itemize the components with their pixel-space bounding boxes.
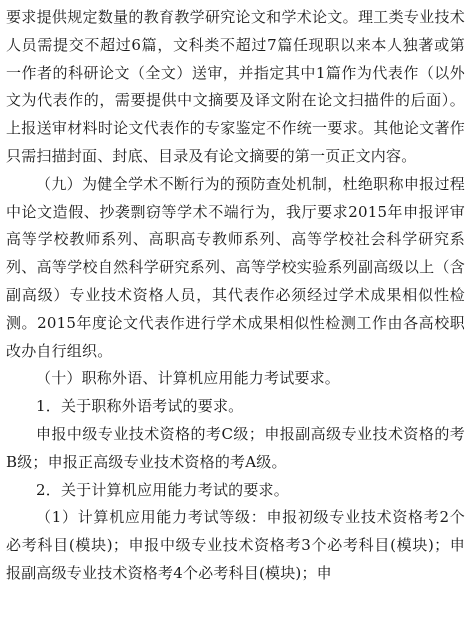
paragraph-item-10-heading: （十）职称外语、计算机应用能力考试要求。 <box>36 369 341 388</box>
paragraph-computer-skills-heading: 2．关于计算机应用能力考试的要求。 <box>36 480 289 499</box>
paragraph-computer-skills-levels: （1）计算机应用能力考试等级：申报初级专业技术资格考2个必考科目(模块)；申报中级专业技术资格考3个必考科目(模块)；申报副高级专业技术资格考4个必考科目(模块)；申 <box>6 508 465 582</box>
paragraph-foreign-language-heading: 1．关于职称外语考试的要求。 <box>36 397 244 416</box>
paragraph-paper-requirements: 要求提供规定数量的教育教学研究论文和学术论文。理工类专业技术人员需提交不超过6篇，文科类不超过7篇任现职以来本人独著或第一作者的科研论文（全文）送审，并指定其中1篇作为代表作（以外文为代表作的，需要提供中文摘要及译文附在论文扫描件的后面）。上报送审材料时论文代表作的专家鉴定不作统一要求。其他论文著作只需扫描封面、封底、目录及有论文摘要的第一页正文内容。 <box>6 8 465 165</box>
paragraph-item-9-plagiarism-check: （九）为健全学术不断行为的预防查处机制，杜绝职称申报过程中论文造假、抄袭剽窃等学术不端行为，我厅要求2015年申报评审高等学校教师系列、高职高专教师系列、高等学校社会科学研究系列、高等学校自然科学研究系列、高等学校实验系列副高级以上（含副高级）专业技术资格人员，其代表作必须经过学术成果相似性检测。2015年度论文代表作进行学术成果相似性检测工作由各高校职改办自行组织。 <box>6 174 465 360</box>
paragraph-foreign-language-levels: 申报中级专业技术资格的考C级；申报副高级专业技术资格的考B级；申报正高级专业技术资格的考A级。 <box>6 424 465 471</box>
